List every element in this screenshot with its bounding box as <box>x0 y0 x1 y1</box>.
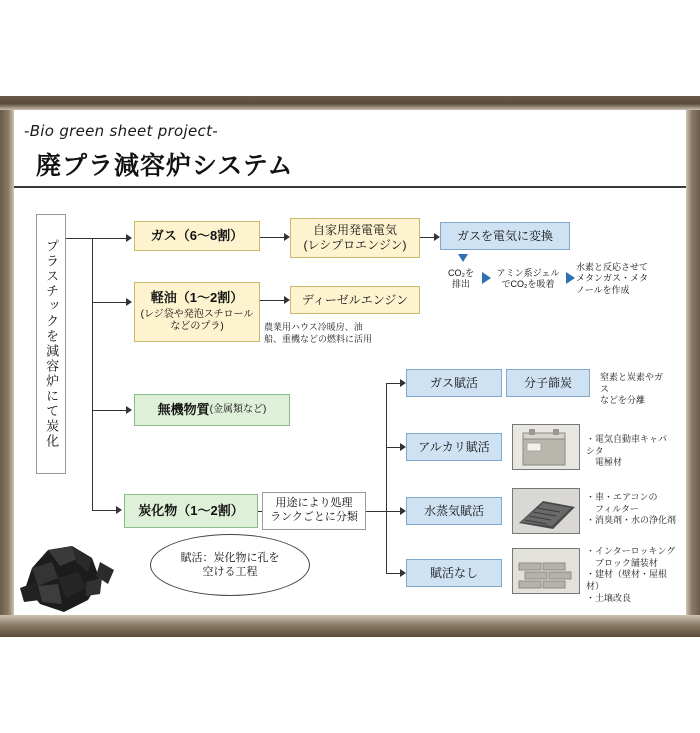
slide-canvas <box>0 96 700 637</box>
node-inorganic-sub: (金属類など) <box>209 403 267 415</box>
connector-branch-alkali <box>386 447 400 448</box>
gas-activation-note-line1: 窒素と炭素やガス <box>600 372 664 394</box>
node-molecular-sieve-carbon: 分子篩炭 <box>506 369 590 397</box>
connector-oil-to-diesel <box>260 300 284 301</box>
connector-branch-none <box>386 573 400 574</box>
alkali-note-line1: ・電気自動車キャパシタ <box>586 434 668 456</box>
title-divider <box>14 186 686 188</box>
connector-carbide-to-sort <box>258 511 262 512</box>
none-note-line1: ・インターロッキング <box>586 546 676 556</box>
connector-gas-to-own-power <box>260 237 284 238</box>
connector-own-power-to-conversion <box>420 237 434 238</box>
node-inorganic <box>134 394 290 426</box>
node-carbide: 炭化物（1〜2割） <box>124 494 258 528</box>
steam-note-line2: フィルター <box>586 503 639 514</box>
arrow-to-gas <box>126 234 132 242</box>
arrow-gas-to-power <box>434 233 440 241</box>
activation-note-line1: 賦活：炭化物に孔を <box>180 551 280 564</box>
node-light-oil-label: 軽油（1〜2割） <box>150 290 244 306</box>
arrow-down-to-co2 <box>458 254 468 262</box>
methane-result-label <box>576 262 664 296</box>
node-own-power-line1: 自家用発電電気 <box>312 223 397 237</box>
arrow-to-oil <box>126 298 132 306</box>
amine-line2: でCO₂を吸着 <box>501 279 555 290</box>
connector-activation-trunk <box>386 383 387 573</box>
node-own-power-line2: (レシプロエンジン) <box>303 238 407 252</box>
node-diesel-engine: ディーゼルエンジン <box>290 286 420 314</box>
amine-gel-label <box>492 268 564 291</box>
charcoal-photo <box>14 528 124 623</box>
activation-definition-note <box>150 534 310 596</box>
frame-top-border <box>0 96 700 110</box>
capacitor-photo <box>512 424 580 470</box>
amine-line1: アミン系ジェル <box>496 268 560 278</box>
connector-source-trunk <box>92 238 93 510</box>
page-title: 廃プラ減容炉システム <box>36 152 294 180</box>
block-photo <box>512 548 580 594</box>
co2-emission-label <box>438 268 484 291</box>
frame-right-border <box>686 110 700 615</box>
gas-activation-note <box>600 372 670 407</box>
connector-source-to-inorganic <box>92 410 126 411</box>
connector-source-to-gas <box>66 238 126 239</box>
alkali-note-line2: 電極材 <box>586 457 623 468</box>
node-alkali-activation: アルカリ賦活 <box>406 433 502 461</box>
connector-source-to-oil <box>92 302 126 303</box>
result-line1: 水素と反応させて <box>576 262 649 272</box>
steam-usage-note <box>586 492 680 527</box>
none-note-line4: ・土壌改良 <box>586 592 632 603</box>
none-note-line3: ・建材（壁材・屋根材） <box>586 569 668 592</box>
arrow-own-power <box>284 233 290 241</box>
connector-branch-gas-activation <box>386 383 400 384</box>
node-gas-to-power: ガスを電気に変換 <box>440 222 570 250</box>
node-light-oil-sub: (レジ袋や発泡スチロールなどのプラ) <box>140 308 254 333</box>
node-gas: ガス（6〜8割） <box>134 221 260 251</box>
result-line3: ノールを作成 <box>576 284 630 295</box>
node-sort-by-use <box>262 492 366 530</box>
filter-photo <box>512 488 580 534</box>
node-source-plastic: プラスチックを減容炉にて炭化 <box>36 214 66 474</box>
steam-note-line3: ・消臭剤・水の浄化剤 <box>586 515 677 526</box>
arrow-diesel <box>284 296 290 304</box>
connector-source-to-carbide <box>92 510 116 511</box>
project-subtitle: -Bio green sheet project- <box>24 122 218 140</box>
diesel-usage-note <box>264 322 376 345</box>
connector-sort-to-trunk <box>366 511 386 512</box>
connector-branch-steam <box>386 511 400 512</box>
sort-line1: 用途により処理 <box>275 497 353 510</box>
node-inorganic-label: 無機物質 <box>157 401 210 417</box>
node-steam-activation: 水蒸気賦活 <box>406 497 502 525</box>
no-activation-usage-note <box>586 546 684 604</box>
arrow-to-inorganic <box>126 406 132 414</box>
activation-note-line2: 空ける工程 <box>202 566 258 578</box>
diesel-note-text: 農業用ハウス冷暖房、油船、重機などの燃料に活用 <box>264 322 373 344</box>
result-line2: メタンガス・メタ <box>576 273 649 284</box>
node-no-activation: 賦活なし <box>406 559 502 587</box>
node-gas-activation: ガス賦活 <box>406 369 502 397</box>
alkali-usage-note <box>586 434 676 469</box>
node-own-power <box>290 218 420 258</box>
gas-activation-note-line2: などを分離 <box>600 395 646 406</box>
node-light-oil <box>134 282 260 342</box>
arrow-co2-to-amine <box>482 272 491 284</box>
co2-label-line1: CO₂を <box>448 268 474 278</box>
sort-line2: ランクごとに分類 <box>270 511 358 523</box>
co2-label-line2: 排出 <box>451 279 470 290</box>
none-note-line2: ブロック舗装材 <box>586 557 658 568</box>
arrow-to-carbide <box>116 506 122 514</box>
steam-note-line1: ・車・エアコンの <box>586 492 658 502</box>
frame-left-border <box>0 110 14 615</box>
arrow-amine-to-result <box>566 272 575 284</box>
